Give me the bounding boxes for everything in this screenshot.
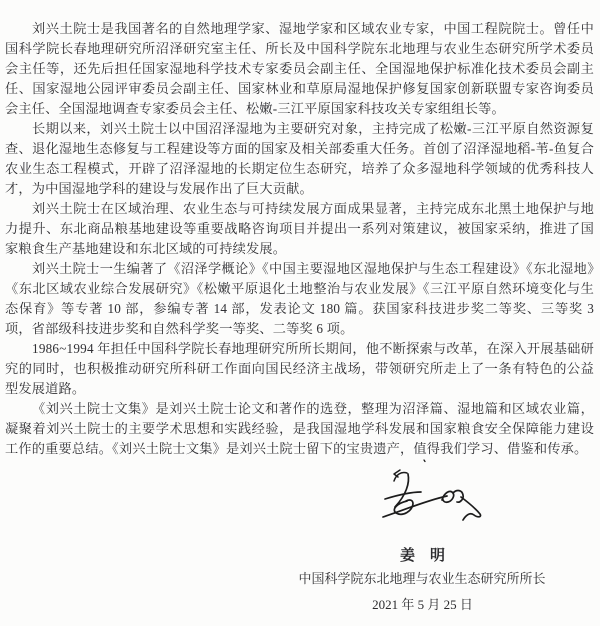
paragraph-5: 1986~1994 年担任中国科学院长春地理研究所所长期间，他不断探索与改革，在深入开展基础研究的同时，也积极推动研究所科研工作面向国民经济主战场，带领研究所走上了一条有特色的公益型发展道路。 <box>5 341 594 396</box>
paragraph-4: 刘兴土院士一生编著了《沼泽学概论》《中国主要湿地区湿地保护与生态工程建设》《东北湿地》《东北区域农业综合发展研究》《松嫩平原退化土地整治与农业发展》《三江平原自然环境变化与生态保育》等专著 10 部，参编专著 14 部，发表论文 180 篇。获国家科技进步奖二等奖、三等奖 3 项，省部级科技进步奖和自然科学奖一等奖、二等奖 6 项。 <box>5 261 594 336</box>
paragraph-3: 刘兴土院士在区域治理、农业生态与可持续发展方面成果显著，主持完成东北黑土地保护与地力提升、东北商品粮基地建设等重要战略咨询项目并提出一系列对策建议，被国家采纳，推进了国家粮食生产基地建设和东北区域的可持续发展。 <box>5 201 594 256</box>
paragraph-6: 《刘兴土院士文集》是刘兴土院士论文和著作的选登，整理为沼泽篇、湿地篇和区域农业篇，凝聚着刘兴土院士的主要学术思想和实践经验，是我国湿地学科发展和国家粮食安全保障能力建设工作的重要总结。《刘兴土院士文集》是刘兴土院士留下的宝贵遗产，值得我们学习、借鉴和传承。 <box>5 401 594 456</box>
signature-block <box>5 459 594 626</box>
paragraph-1: 刘兴土院士是我国著名的自然地理学家、湿地学家和区域农业专家，中国工程院院士。曾任中国科学院长春地理研究所沼泽研究室主任、所长及中国科学院东北地理与农业生态研究所学术委员会主任等，还先后担任国家湿地科学技术专家委员会副主任、全国湿地保护标准化技术委员会副主任、国家湿地公园评审委员会副主任、国家林业和草原局湿地保护修复国家创新联盟专家咨询委员会主任、全国湿地调查专家委员会主任、松嫩-三江平原国家科技攻关专家组组长等。 <box>5 21 594 116</box>
signer-title: 中国科学院东北地理与农业生态研究所所长 <box>298 571 546 586</box>
signature-date: 2021 年 5 月 25 日 <box>372 597 473 612</box>
paragraph-2: 长期以来，刘兴土院士以中国沼泽湿地为主要研究对象，主持完成了松嫩-三江平原自然资源复查、退化湿地生态修复与工程建设等方面的国家及相关部委重大任务。首创了沼泽湿地稻-苇-鱼复合农业生态工程模式，开辟了沼泽湿地的长期定位生态研究，培养了众多湿地科学领域的优秀科技人才，为中国湿地学科的建设与发展作出了巨大贡献。 <box>5 121 594 196</box>
preface-body <box>5 19 594 459</box>
signer-name: 姜 明 <box>399 548 445 564</box>
handwritten-signature-icon <box>370 459 486 531</box>
